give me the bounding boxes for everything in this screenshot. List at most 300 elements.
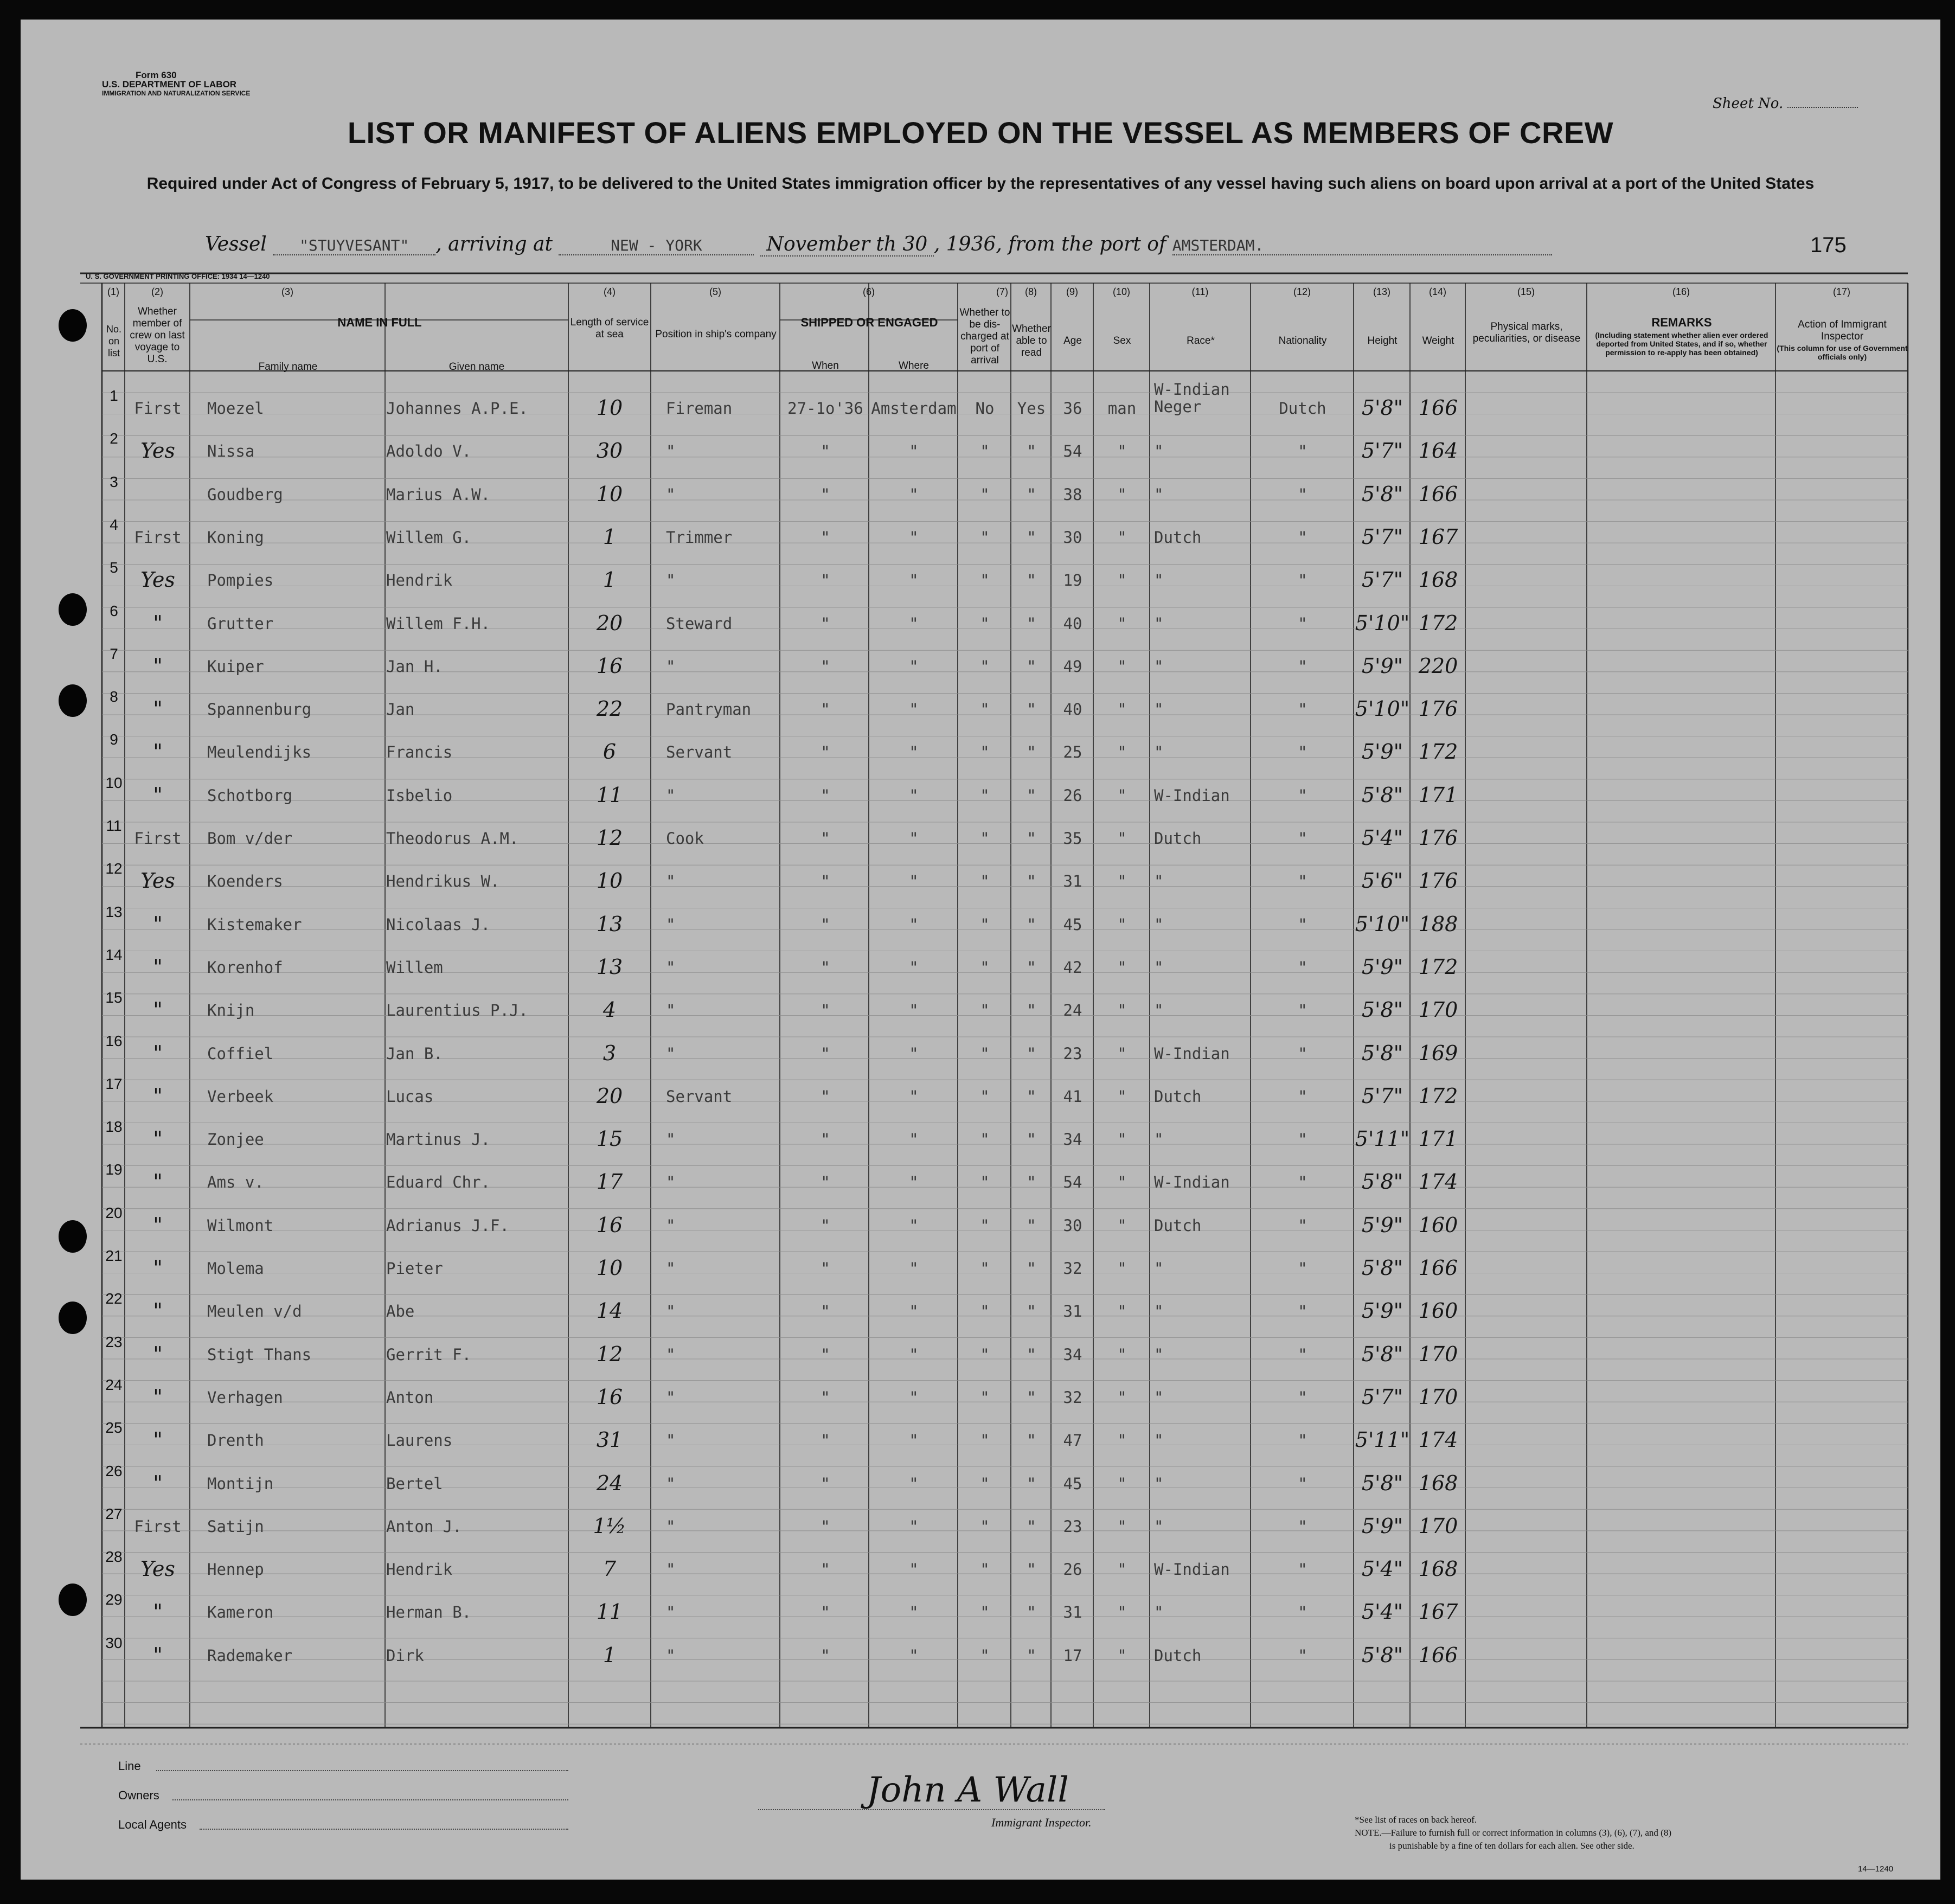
member-crew-cell: First (134, 399, 182, 418)
member-crew-cell: " (153, 1299, 163, 1323)
position-cell: " (666, 1345, 676, 1364)
member-crew-cell: " (153, 1471, 163, 1495)
service-length-cell: 10 (596, 396, 623, 420)
shipped-when-cell: " (821, 700, 830, 719)
row-number-cell: 3 (110, 473, 118, 490)
discharged-cell: " (980, 1302, 990, 1321)
header-position: Position in ship's company (655, 329, 777, 340)
position-cell: " (666, 958, 676, 977)
member-crew-cell: First (134, 1517, 182, 1536)
family-name-cell: Montijn (207, 1474, 274, 1493)
owners-blank (172, 1799, 568, 1800)
age-cell: 41 (1063, 1087, 1082, 1106)
member-crew-cell: " (153, 611, 163, 635)
header-when: When (812, 360, 839, 371)
height-cell: 5'7" (1361, 568, 1403, 592)
nationality-cell: " (1298, 1603, 1307, 1622)
discharged-cell: " (980, 786, 990, 805)
given-name-cell: Jan (386, 700, 415, 719)
header-where: Where (899, 360, 929, 371)
weight-cell: 188 (1418, 912, 1458, 936)
header-remarks: REMARKS (1651, 316, 1712, 329)
member-crew-cell: " (153, 783, 163, 807)
given-name-cell: Theodorus A.M. (386, 829, 519, 848)
position-cell: Pantryman (666, 700, 752, 719)
given-name-cell: Anton (386, 1388, 434, 1407)
sex-cell: " (1117, 700, 1127, 719)
weight-cell: 172 (1418, 611, 1458, 635)
able-read-cell: " (1027, 1087, 1036, 1106)
shipped-where-cell: " (909, 528, 919, 547)
shipped-where-cell: " (909, 1388, 919, 1407)
row-number-cell: 7 (110, 645, 118, 662)
age-cell: 17 (1063, 1646, 1082, 1665)
nationality-cell: " (1298, 1216, 1307, 1235)
shipped-where-cell: " (909, 1130, 919, 1149)
family-name-cell: Verhagen (207, 1388, 283, 1407)
sex-cell: " (1117, 1646, 1127, 1665)
service-length-cell: 12 (596, 826, 623, 850)
form-number: Form 630 (136, 70, 177, 80)
row-number-cell: 25 (105, 1419, 123, 1437)
height-cell: 5'9" (1361, 1514, 1403, 1538)
family-name-cell: Spannenburg (207, 700, 312, 719)
local-agents-blank (200, 1829, 568, 1830)
header-name-in-full: NAME IN FULL (337, 316, 422, 329)
able-read-cell: " (1027, 1474, 1036, 1493)
able-read-cell: " (1027, 1517, 1036, 1536)
family-name-cell: Goudberg (207, 485, 283, 504)
header-given-name: Given name (448, 361, 505, 373)
height-cell: 5'8" (1361, 1342, 1403, 1366)
row-number-cell: 30 (105, 1634, 123, 1651)
year-prefix: , 19 (933, 233, 971, 255)
height-cell: 5'4" (1361, 826, 1403, 850)
position-cell: " (666, 485, 676, 504)
position-cell: " (666, 872, 676, 891)
owners-label: Owners (118, 1788, 159, 1802)
race-cell: " (1154, 442, 1164, 461)
member-crew-cell: " (153, 998, 163, 1022)
column-number: (7) (996, 286, 1008, 297)
table-grid (21, 20, 1940, 1880)
header-able-read: Whether able to read (1012, 323, 1051, 358)
weight-cell: 160 (1418, 1299, 1458, 1323)
given-name-cell: Marius A.W. (386, 485, 491, 504)
shipped-where-cell: " (909, 1044, 919, 1063)
given-name-cell: Adoldo V. (386, 442, 472, 461)
service-length-cell: 1 (602, 568, 617, 592)
height-cell: 5'11" (1355, 1428, 1410, 1452)
sex-cell: " (1117, 1560, 1127, 1579)
race-cell: " (1154, 571, 1164, 590)
able-read-cell: " (1027, 442, 1036, 461)
race-cell: Dutch (1154, 1087, 1202, 1106)
able-read-cell: " (1027, 1044, 1036, 1063)
row-number-cell: 24 (105, 1376, 123, 1393)
service-length-cell: 3 (602, 1041, 617, 1065)
race-cell: " (1154, 1130, 1164, 1149)
family-name-cell: Bom v/der (207, 829, 293, 848)
header-family-name: Family name (258, 361, 318, 373)
position-cell: " (666, 1173, 676, 1192)
header-race: Race* (1187, 335, 1215, 347)
given-name-cell: Eduard Chr. (386, 1173, 491, 1192)
able-read-cell: " (1027, 1388, 1036, 1407)
shipped-where-cell: " (909, 442, 919, 461)
race-cell: Dutch (1154, 829, 1202, 848)
age-cell: 40 (1063, 700, 1082, 719)
nationality-cell: " (1298, 1431, 1307, 1450)
nationality-cell: " (1298, 442, 1307, 461)
position-cell: Steward (666, 614, 733, 633)
shipped-where-cell: " (909, 958, 919, 977)
position-cell: " (666, 1130, 676, 1149)
able-read-cell: " (1027, 1560, 1036, 1579)
race-cell: Dutch (1154, 1216, 1202, 1235)
nationality-cell: " (1298, 958, 1307, 977)
signature-line (758, 1809, 1105, 1810)
header-height: Height (1367, 335, 1398, 347)
nationality-cell: " (1298, 1474, 1307, 1493)
discharged-cell: " (980, 1646, 990, 1665)
able-read-cell: " (1027, 958, 1036, 977)
shipped-where-cell: Amsterdam (871, 399, 957, 418)
shipped-where-cell: " (909, 1517, 919, 1536)
height-cell: 5'9" (1361, 740, 1403, 764)
position-cell: " (666, 1517, 676, 1536)
race-cell: " (1154, 485, 1164, 504)
age-cell: 30 (1063, 528, 1082, 547)
nationality-cell: " (1298, 915, 1307, 934)
family-name-cell: Rademaker (207, 1646, 293, 1665)
service-length-cell: 31 (596, 1428, 623, 1452)
position-cell: " (666, 442, 676, 461)
shipped-where-cell: " (909, 1474, 919, 1493)
service-length-cell: 10 (596, 482, 623, 506)
member-crew-cell: " (153, 912, 163, 936)
vessel-label: Vessel (205, 233, 267, 255)
age-cell: 19 (1063, 571, 1082, 590)
shipped-where-cell: " (909, 872, 919, 891)
row-number-cell: 10 (105, 774, 123, 791)
position-cell: Servant (666, 743, 733, 762)
shipped-where-cell: " (909, 1302, 919, 1321)
weight-cell: 172 (1418, 954, 1458, 979)
nationality-cell: " (1298, 743, 1307, 762)
discharged-cell: " (980, 1345, 990, 1364)
race-cell: W-Indian Neger (1154, 380, 1230, 416)
shipped-when-cell: " (821, 657, 830, 676)
race-cell: W-Indian (1154, 786, 1230, 805)
member-crew-cell: " (153, 1342, 163, 1366)
height-cell: 5'7" (1361, 1384, 1403, 1409)
discharged-cell: " (980, 700, 990, 719)
family-name-cell: Kuiper (207, 657, 264, 676)
service-length-cell: 4 (602, 998, 617, 1022)
service-length-cell: 10 (596, 869, 623, 893)
age-cell: 26 (1063, 786, 1082, 805)
weight-cell: 171 (1418, 1127, 1458, 1151)
family-name-cell: Koning (207, 528, 264, 547)
service-length-cell: 17 (596, 1170, 623, 1194)
shipped-where-cell: " (909, 1345, 919, 1364)
given-name-cell: Lucas (386, 1087, 434, 1106)
arriving-label: , arriving at (435, 233, 553, 255)
race-cell: W-Indian (1154, 1044, 1230, 1063)
given-name-cell: Adrianus J.F. (386, 1216, 509, 1235)
column-number: (16) (1672, 286, 1690, 297)
able-read-cell: " (1027, 915, 1036, 934)
header-physical-marks: Physical marks, peculiarities, or disease (1472, 321, 1581, 344)
shipped-where-cell: " (909, 829, 919, 848)
column-number: (9) (1066, 286, 1078, 297)
header-action: Action of Immigrant Inspector (1798, 319, 1887, 342)
nationality-cell: " (1298, 786, 1307, 805)
given-name-cell: Hendrik (386, 1560, 453, 1579)
height-cell: 5'6" (1361, 869, 1403, 893)
race-cell: " (1154, 1259, 1164, 1278)
header-no-on-list: No. on list (106, 324, 121, 358)
punch-hole (59, 309, 87, 342)
sex-cell: " (1117, 442, 1127, 461)
race-cell: " (1154, 1474, 1164, 1493)
row-number-cell: 22 (105, 1290, 123, 1307)
able-read-cell: " (1027, 571, 1036, 590)
age-cell: 40 (1063, 614, 1082, 633)
sex-cell: " (1117, 1388, 1127, 1407)
position-cell: " (666, 571, 676, 590)
sex-cell: " (1117, 1130, 1127, 1149)
service-length-cell: 1½ (593, 1514, 626, 1538)
manifest-sheet (21, 20, 1940, 1880)
position-cell: Fireman (666, 399, 733, 418)
discharged-cell: " (980, 485, 990, 504)
age-cell: 32 (1063, 1388, 1082, 1407)
shipped-when-cell: " (821, 442, 830, 461)
row-number-cell: 1 (110, 387, 118, 404)
shipped-where-cell: " (909, 1560, 919, 1579)
arrival-port: NEW - YORK (559, 236, 754, 255)
shipped-where-cell: " (909, 1603, 919, 1622)
shipped-when-cell: " (821, 1302, 830, 1321)
service-length-cell: 20 (596, 611, 623, 635)
nationality-cell: " (1298, 1001, 1307, 1020)
position-cell: " (666, 1259, 676, 1278)
row-number-cell: 19 (105, 1161, 123, 1178)
discharged-cell: No (975, 399, 995, 418)
member-crew-cell: Yes (140, 568, 175, 592)
race-cell: " (1154, 872, 1164, 891)
given-name-cell: Willem (386, 958, 443, 977)
column-number: (8) (1025, 286, 1037, 297)
able-read-cell: " (1027, 1259, 1036, 1278)
weight-cell: 167 (1418, 1600, 1458, 1624)
weight-cell: 170 (1418, 1342, 1458, 1366)
able-read-cell: " (1027, 528, 1036, 547)
sex-cell: " (1117, 915, 1127, 934)
position-cell: Servant (666, 1087, 733, 1106)
family-name-cell: Molema (207, 1259, 264, 1278)
service-length-cell: 1 (602, 1643, 617, 1667)
weight-cell: 176 (1418, 826, 1458, 850)
given-name-cell: Bertel (386, 1474, 443, 1493)
row-number-cell: 11 (106, 817, 122, 834)
age-cell: 32 (1063, 1259, 1082, 1278)
age-cell: 34 (1063, 1130, 1082, 1149)
service-length-cell: 16 (596, 653, 623, 678)
age-cell: 30 (1063, 1216, 1082, 1235)
race-cell: " (1154, 915, 1164, 934)
height-cell: 5'10" (1355, 697, 1410, 721)
height-cell: 5'8" (1361, 1041, 1403, 1065)
arrival-year: 36 (971, 233, 996, 255)
header-sex: Sex (1113, 335, 1131, 347)
able-read-cell: " (1027, 614, 1036, 633)
discharged-cell: " (980, 1044, 990, 1063)
age-cell: 42 (1063, 958, 1082, 977)
shipped-when-cell: " (821, 1646, 830, 1665)
age-cell: 47 (1063, 1431, 1082, 1450)
family-name-cell: Wilmont (207, 1216, 274, 1235)
weight-cell: 170 (1418, 1384, 1458, 1409)
height-cell: 5'7" (1361, 524, 1403, 549)
family-name-cell: Nissa (207, 442, 255, 461)
punch-hole (59, 1302, 87, 1334)
age-cell: 31 (1063, 872, 1082, 891)
row-number-cell: 17 (105, 1075, 123, 1092)
nationality-cell: " (1298, 700, 1307, 719)
able-read-cell: Yes (1017, 399, 1046, 418)
discharged-cell: " (980, 1216, 990, 1235)
row-number-cell: 18 (105, 1118, 123, 1136)
weight-cell: 160 (1418, 1213, 1458, 1237)
position-cell: " (666, 786, 676, 805)
given-name-cell: Jan H. (386, 657, 443, 676)
able-read-cell: " (1027, 829, 1036, 848)
column-number: (12) (1293, 286, 1311, 297)
age-cell: 23 (1063, 1517, 1082, 1536)
sex-cell: " (1117, 1431, 1127, 1450)
discharged-cell: " (980, 1001, 990, 1020)
service-length-cell: 24 (596, 1471, 623, 1495)
sex-cell: " (1117, 614, 1127, 633)
sex-cell: " (1117, 657, 1127, 676)
service-length-cell: 7 (602, 1557, 617, 1581)
age-cell: 54 (1063, 1173, 1082, 1192)
sex-cell: " (1117, 1603, 1127, 1622)
family-name-cell: Kistemaker (207, 915, 302, 934)
shipped-when-cell: " (821, 1560, 830, 1579)
able-read-cell: " (1027, 1173, 1036, 1192)
weight-cell: 174 (1418, 1170, 1458, 1194)
row-number-cell: 21 (105, 1247, 123, 1264)
header-shipped-engaged: SHIPPED OR ENGAGED (800, 316, 938, 329)
able-read-cell: " (1027, 1216, 1036, 1235)
department-name: U.S. DEPARTMENT OF LABOR (102, 79, 237, 89)
able-read-cell: " (1027, 1603, 1036, 1622)
vessel-name: "STUYVESANT" (273, 236, 435, 255)
service-length-cell: 11 (596, 1600, 623, 1624)
weight-cell: 168 (1418, 568, 1458, 592)
punch-hole (59, 1220, 87, 1253)
shipped-where-cell: " (909, 1001, 919, 1020)
member-crew-cell: " (153, 1256, 163, 1280)
height-cell: 5'8" (1361, 1643, 1403, 1667)
race-cell: " (1154, 700, 1164, 719)
weight-cell: 166 (1418, 1256, 1458, 1280)
sex-cell: " (1117, 1001, 1127, 1020)
able-read-cell: " (1027, 743, 1036, 762)
position-cell: " (666, 1302, 676, 1321)
race-cell: " (1154, 657, 1164, 676)
service-length-cell: 13 (596, 954, 623, 979)
race-cell: " (1154, 1431, 1164, 1450)
service-length-cell: 12 (596, 1342, 623, 1366)
member-crew-cell: " (153, 1170, 163, 1194)
sex-cell: " (1117, 786, 1127, 805)
service-length-cell: 30 (596, 439, 623, 463)
row-number-cell: 8 (110, 688, 118, 706)
sex-cell: " (1117, 872, 1127, 891)
service-length-cell: 16 (596, 1213, 623, 1237)
given-name-cell: Herman B. (386, 1603, 472, 1622)
discharged-cell: " (980, 1087, 990, 1106)
weight-cell: 220 (1418, 653, 1458, 678)
age-cell: 25 (1063, 743, 1082, 762)
able-read-cell: " (1027, 872, 1036, 891)
footer-notes (1355, 1813, 1671, 1852)
position-cell: " (666, 1044, 676, 1063)
given-name-cell: Willem G. (386, 528, 472, 547)
able-read-cell: " (1027, 1345, 1036, 1364)
family-name-cell: Stigt Thans (207, 1345, 312, 1364)
discharged-cell: " (980, 958, 990, 977)
page-subtitle: Required under Act of Congress of February 5, 1917, to be delivered to the United States immigration officer by the representatives of any vessel having such aliens on board upon arrival at a port of the United States (146, 175, 1815, 193)
discharged-cell: " (980, 571, 990, 590)
nationality-cell: " (1298, 528, 1307, 547)
able-read-cell: " (1027, 786, 1036, 805)
row-number-cell: 13 (105, 903, 123, 920)
row-number-cell: 16 (105, 1032, 123, 1049)
height-cell: 5'8" (1361, 1170, 1403, 1194)
print-code: 14—1240 (1858, 1864, 1894, 1874)
age-cell: 26 (1063, 1560, 1082, 1579)
shipped-when-cell: " (821, 1001, 830, 1020)
printing-office-line: U. S. GOVERNMENT PRINTING OFFICE: 1934 14—1240 (86, 272, 270, 280)
able-read-cell: " (1027, 1302, 1036, 1321)
shipped-when-cell: " (821, 1517, 830, 1536)
discharged-cell: " (980, 872, 990, 891)
weight-cell: 168 (1418, 1471, 1458, 1495)
shipped-where-cell: " (909, 485, 919, 504)
discharged-cell: " (980, 1474, 990, 1493)
race-cell: " (1154, 1517, 1164, 1536)
given-name-cell: Hendrik (386, 571, 453, 590)
given-name-cell: Jan B. (386, 1044, 443, 1063)
height-cell: 5'8" (1361, 482, 1403, 506)
discharged-cell: " (980, 1259, 990, 1278)
family-name-cell: Hennep (207, 1560, 264, 1579)
family-name-cell: Kameron (207, 1603, 274, 1622)
given-name-cell: Nicolaas J. (386, 915, 491, 934)
weight-cell: 166 (1418, 1643, 1458, 1667)
member-crew-cell: " (153, 697, 163, 721)
family-name-cell: Moezel (207, 399, 264, 418)
departure-port: AMSTERDAM. (1172, 236, 1552, 255)
position-cell: " (666, 1216, 676, 1235)
shipped-when-cell: " (821, 1388, 830, 1407)
